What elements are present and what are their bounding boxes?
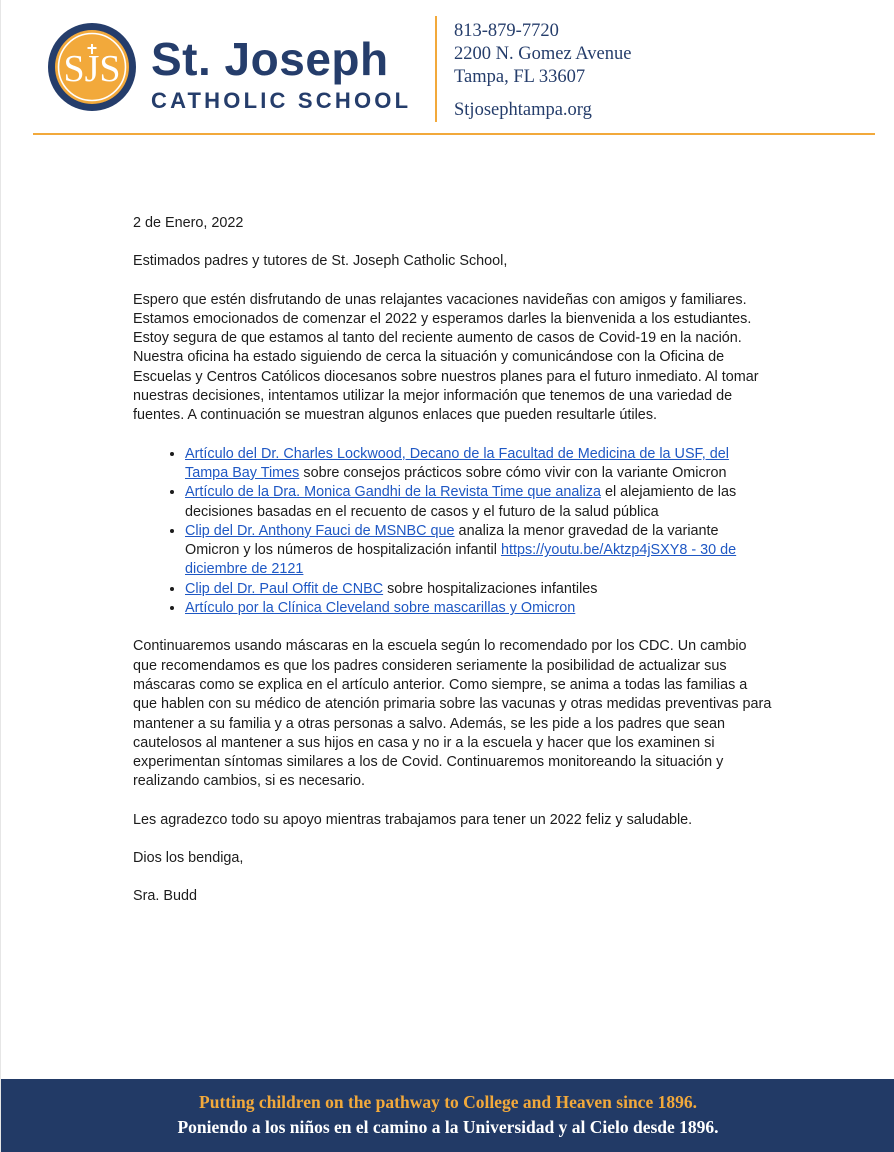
phone-number: 813-879-7720 xyxy=(454,21,559,41)
list-item-text: sobre consejos prácticos sobre cómo vivir con la variante Omicron xyxy=(299,464,727,481)
letter-paragraph-3: Les agradezco todo su apoyo mientras trabajamos para tener un 2022 feliz y saludable. xyxy=(133,811,693,828)
letter-greeting: Estimados padres y tutores de St. Joseph Catholic School, xyxy=(133,253,508,270)
link-offit-clip[interactable]: Clip del Dr. Paul Offit de CNBC xyxy=(185,580,384,597)
address-line-1: 2200 N. Gomez Avenue xyxy=(454,44,632,64)
letter-paragraph-1: Espero que estén disfrutando de unas relajantes vacaciones navideñas con amigos y familiares. Estamos emocionados de comenzar el 2022 y esperamos darles la bienvenida a los estudiantes. Estoy segura de que estamos al tanto del reciente aumento de casos de Covid-19 en la nación. Nuestra oficina ha estado siguiendo de cerca la situación y comunicándose con la Oficina de Escuelas y Centros Católicos diocesanos sobre nuestros planes para el futuro inmediato. Al tomar nuestras decisiones, intentamos utilizar la mejor información que tenemos de una variedad de fuentes. A continuación se muestran algunos enlaces que pueden resultarle útiles. xyxy=(133,291,759,424)
contact-block xyxy=(454,20,631,122)
link-gandhi-article[interactable]: Artículo de la Dra. Monica Gandhi de la Revista Time que analiza xyxy=(185,484,601,501)
school-name: St. Joseph xyxy=(151,33,389,85)
list-item-text: analiza la menor gravedad de la variante Omicron y los números de hospitalización infantil xyxy=(185,522,719,559)
link-lockwood-article[interactable]: Artículo del Dr. Charles Lockwood, Decano de la Facultad de Medicina de la USF, del Tampa Bay Times xyxy=(185,445,729,481)
school-subtitle: CATHOLIC SCHOOL xyxy=(151,88,412,113)
list-item xyxy=(185,599,773,618)
address-line-2: Tampa, FL 33607 xyxy=(454,67,586,87)
letter-signature: Sra. Budd xyxy=(133,888,197,905)
link-cleveland-clinic-article[interactable]: Artículo por la Clínica Cleveland sobre mascarillas y Omicron xyxy=(185,600,576,617)
list-item xyxy=(185,483,773,522)
footer-motto-english: Putting children on the pathway to College and Heaven since 1896. xyxy=(199,1092,697,1112)
letter-closing: Dios los bendiga, xyxy=(133,850,244,867)
header-rule xyxy=(33,133,875,135)
website: Stjosephtampa.org xyxy=(454,100,592,120)
link-fauci-clip[interactable]: Clip del Dr. Anthony Fauci de MSNBC que xyxy=(185,522,455,539)
header-divider xyxy=(435,16,437,122)
list-item xyxy=(185,580,773,599)
resource-links-list xyxy=(133,445,773,619)
school-logo-icon xyxy=(47,22,137,112)
link-youtube-video[interactable]: https://youtu.be/Aktzp4jSXY8 - 30 de diciembre de 2121 xyxy=(185,542,737,578)
logo-monogram: SJS xyxy=(63,48,121,90)
list-item xyxy=(185,445,773,484)
list-item xyxy=(185,522,773,580)
letter-date: 2 de Enero, 2022 xyxy=(133,215,244,231)
footer-banner xyxy=(1,1079,894,1152)
letter-paragraph-2: Continuaremos usando máscaras en la escuela según lo recomendado por los CDC. Un cambio que recomendamos es que los padres consideren seriamente la posibilidad de actualizar sus máscaras como se explica en el artículo anterior. Como siempre, se anima a todas las familias a que hablen con su médico de atención primaria sobre las vacunas y otras medidas preventivas para mantener a su familia y a otras personas a salvo. Además, se les pide a los padres que sean cautelosos al mantener a sus hijos en casa y no ir a la escuela y hacer que los examinen si experimentan síntomas similares a los de Covid. Continuaremos monitoreando la situación y realizando cambios, si es necesario. xyxy=(133,638,772,790)
letter-body xyxy=(133,214,773,926)
list-item-text: sobre hospitalizaciones infantiles xyxy=(383,580,598,597)
footer-motto-spanish: Poniendo a los niños en el camino a la Universidad y al Cielo desde 1896. xyxy=(177,1117,719,1137)
list-item-text: el alejamiento de las decisiones basadas en el recuento de casos y el futuro de la salud pública xyxy=(185,484,737,520)
